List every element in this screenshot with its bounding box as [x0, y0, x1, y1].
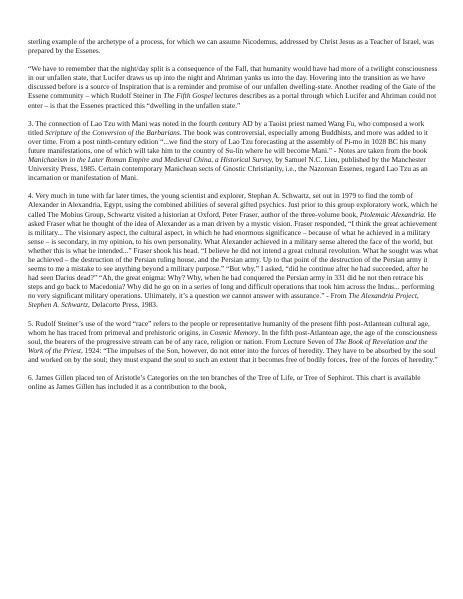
text-run: 4. Very much in tune with far later times, the young scientist and explorer, Stephan A. Schwartz, set out in 1979 to find the tomb of Alexander in Alexandria, Egypt, using the combined abilities of several gifted psychics. Just prior to this group exploratory work, which he called The Mobius Group, Schwartz visited a historian at Oxford, Peter Fraser, author of the three-volume book,	[28, 191, 438, 219]
text-run: 6. James Gillen placed ten of Aristotle’s Categories on the ten branches of the Tree of Life, or Tree of Sephirot. This chart is available online as James Gillen has included it as a contribution to the book,	[28, 373, 421, 392]
paragraph-note-5	[28, 319, 438, 364]
text-run: sterling example of the archetype of a process, for which we can assume Nicodemus, addressed by Christ Jesus as a Teacher of Israel, was prepared by the Essenes.	[28, 37, 434, 56]
text-run: 5. Rudolf Steiner’s use of the word “race” refers to the people or representative humanity of the present fifth post-Atlantean cultural age, whom he has traced from primeval and prehistoric origins, in	[28, 318, 430, 337]
italic-title-text: The Fifth Gospel	[163, 91, 214, 101]
italic-title-text: Cosmic Memory	[209, 327, 259, 337]
italic-title-text: Ptolemaic Alexandria	[359, 209, 424, 219]
paragraph-note-3	[28, 119, 438, 183]
text-run: 3. The connection of Lao Tzu with Mani was noted in the fourth century AD by a Taoist priest named Wang Fu, who composed a work titled	[28, 118, 425, 137]
text-run: . In the fifth post-Atlantean age, the age of the consciousness soul, the bearers of the progressive stream can be of any race, religion or nation. From Lecture Seven of	[28, 327, 438, 346]
italic-title-text: Scripture of the Conversion of the Barbarians	[44, 127, 180, 137]
text-run: by Samuel N.C. Lieu, published by the Manchester University Press, 1985. Certain contemporary Manichean sects of Gnostic Christianity, i.e., the Nazorean Essenes, regard Lao Tzu as an incarnation or manifestation of Mani.	[28, 155, 428, 183]
document-page	[28, 37, 438, 391]
italic-title-text: Manichaeism in the Later Roman Empire and Medieval China, a Historical Survey,	[28, 155, 274, 165]
text-run: , Delacorte Press, 1983.	[88, 300, 158, 310]
text-run: lectures describes as a portal through which Lucifer and Ahriman could not enter – is that the Essenes practiced this “dwelling in the unfallen state.”	[28, 91, 437, 110]
paragraph-note-4	[28, 191, 438, 309]
paragraph-note-6	[28, 373, 438, 391]
paragraph-continuation	[28, 37, 438, 55]
text-run: 1924: “The impulses of the Son, however, do not enter into the forces of heredity. They have to be absorbed by the soul and worked on by the soul; they must expand the soul to such an extent that it becomes free of bodily forces, free of the forces of heredity.”	[28, 345, 438, 364]
text-run: “We have to remember that the night/day split is a consequence of the Fall, that humanity would have had more of a twilight consciousness in our unfallen state, that Lucifer draws us up into the night and Ahriman yanks us into the day. Hovering into the transition as we have discussed before is a source of Inspiration that is a reminder and promise of our unfallen dwelling-state. Another reading of the Gate of the Essene community – which Rudolf Steiner in	[28, 64, 438, 101]
paragraph-quote-night-day	[28, 64, 438, 109]
italic-title-text: The Alexandria Project, Stephen A. Schwartz	[28, 291, 419, 310]
text-run: . He asked Fraser what he thought of the idea of Alexander as a man driven by a mystic vision. Fraser responded, “I think the great achievement is military... The visionary aspect, the cultural aspect, in which he had enormous significance – because of what he achieved in a military sense – is secondary, in my opinion, to his own personality. What Alexander achieved in a military sense altered the face of the world, but whether this is what he intended...” Fraser shook his head. “I believe he did not intend a great cultural revolution. What he sought was what he achieved – the destruction of the Persian ruling house, and the Persian army. Up to that point of the destruction of the Persian army it seems to me a mistake to see anything beyond a military purpose.” “But why,” I asked, “did he continue after he had succeeded, after he had seen Darius dead?” “Ah, the great enigma: Why? Why, when he had conquered the Persian army in 331 did he not then retrace his steps and go back to Macedonia? Why did he go on in a series of long and difficult operations that took him across the Indus... performing no very significant military operations. Ultimately, it’s a question we cannot answer with assurance.” - From	[28, 209, 438, 301]
text-run: . The book was controversial, especially among Buddhists, and more was added to it over time. From a post ninth-century edition “...we find the story of Lao Tzu forecasting at the assembly of Pi-mo in 1028 BC his many future manifestations, one of which will take him to the country of Su-lin where he will become Mani.” - Notes are taken from the book	[28, 127, 428, 155]
italic-title-text: The Book of Revelation and the Work of the Priest,	[28, 336, 428, 355]
